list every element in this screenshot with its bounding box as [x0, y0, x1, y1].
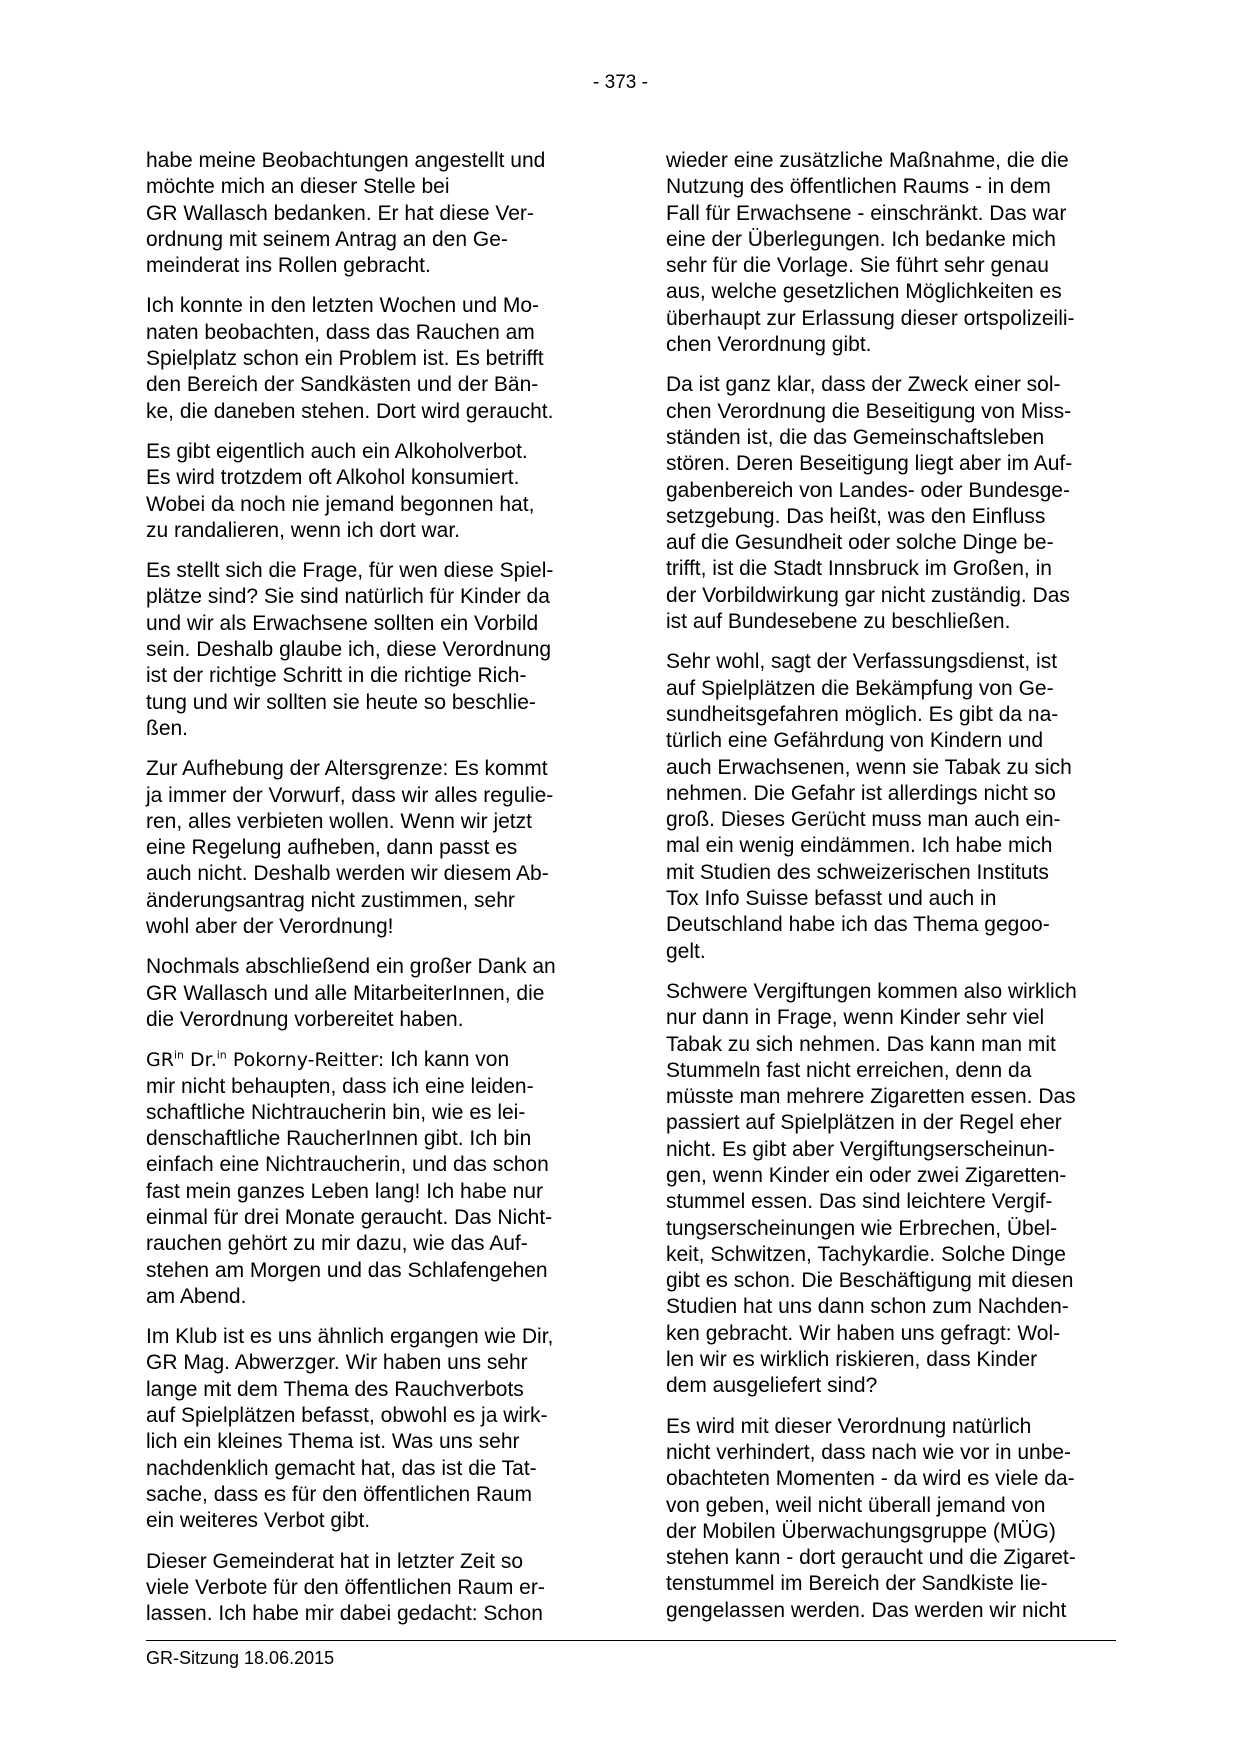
- footer-divider: [146, 1640, 1116, 1641]
- left-column: [146, 148, 596, 1641]
- paragraph: Es wird mit dieser Verordnung natürlich nicht verhindert, dass nach wie vor in unbe- obachteten Momenten - da wird es viele da- von geben, weil nicht überall jemand von der Mobilen Überwachungsgruppe (MÜG) stehen kann - dort geraucht und die Zigaret- tenstummel im Bereich der Sandkiste lie- gengelassen werden. Das werden wir nicht: [666, 1414, 1076, 1622]
- paragraph: habe meine Beobachtungen angestellt und möchte mich an dieser Stelle bei GR Wallasch bedanken. Er hat diese Ver- ordnung mit seinem Antrag an den Ge- meinderat ins Rollen gebracht.: [146, 149, 546, 278]
- paragraph: Nochmals abschließend ein großer Dank an GR Wallasch und alle MitarbeiterInnen, die die Verordnung vorbereitet haben.: [146, 955, 556, 1031]
- speaker-title: Dr.: [183, 1049, 217, 1072]
- page-number: - 373 -: [593, 72, 648, 93]
- paragraph: Zur Aufhebung der Altersgrenze: Es kommt ja immer der Vorwurf, dass wir alles regulie- ren, alles verbieten wollen. Wenn wir jetzt eine Regelung aufheben, dann passt es auch nicht. Deshalb werden wir diesem Ab- änderungsantrag nicht zustimmen, sehr wohl aber der Verordnung!: [146, 757, 554, 939]
- speaker-name: [146, 1049, 384, 1071]
- speaker-paragraph: [146, 1047, 596, 1310]
- paragraph: Da ist ganz klar, dass der Zweck einer sol- chen Verordnung die Beseitigung von Miss- ständen ist, die das Gemeinschaftsleben stören. Deren Beseitigung liegt aber im Auf- gabenbereich von Landes- oder Bundesge- setzgebung. Das heißt, was den Einfluss auf die Gesundheit oder solche Dinge be- trifft, ist die Stadt Innsbruck im Großen, in der Vorbildwirkung gar nicht zuständig. Das ist auf Bundesebene zu beschließen.: [666, 373, 1073, 634]
- paragraph: Es gibt eigentlich auch ein Alkoholverbot. Es wird trotzdem oft Alkohol konsumiert. Wobei da noch nie jemand begonnen hat, zu randalieren, wenn ich dort war.: [146, 439, 535, 542]
- paragraph: Dieser Gemeinderat hat in letzter Zeit so viele Verbote für den öffentlichen Raum er- lassen. Ich habe mir dabei gedacht: Schon: [146, 1549, 545, 1626]
- speaker-surname: Pokorny-Reitter:: [226, 1049, 385, 1072]
- speaker-prefix: GR: [146, 1049, 174, 1072]
- paragraph: Im Klub ist es uns ähnlich ergangen wie Dir, GR Mag. Abwerzger. Wir haben uns sehr lange mit dem Thema des Rauchverbots auf Spielplätzen befasst, obwohl es ja wirk- lich ein kleines Thema ist. Was uns sehr nachdenklich gemacht hat, das ist die Tat- sache, dass es für den öffentlichen Raum ein weiteres Verbot gibt.: [146, 1325, 554, 1533]
- footer-session-date: GR-Sitzung 18.06.2015: [146, 1648, 335, 1668]
- paragraph: wieder eine zusätzliche Maßnahme, die die Nutzung des öffentlichen Raums - in dem Fall für Erwachsene - einschränkt. Das war eine der Überlegungen. Ich bedanke mich sehr für die Vorlage. Sie führt sehr genau aus, welche gesetzlichen Möglichkeiten es überhaupt zur Erlassung dieser ortspolizeili- chen Verordnung gibt.: [666, 149, 1075, 357]
- speaker-prefix-sup: in: [173, 1048, 184, 1062]
- right-column: [666, 148, 1116, 1638]
- paragraph: Es stellt sich die Frage, für wen diese Spiel- plätze sind? Sie sind natürlich für Kinder da und wir als Erwachsene sollten ein Vorbild sein. Deshalb glaube ich, diese Verordnung ist der richtige Schritt in die richtige Rich- tung und wir sollten sie heute so beschlie- ßen.: [146, 559, 554, 740]
- paragraph: Sehr wohl, sagt der Verfassungsdienst, ist auf Spielplätzen die Bekämpfung von Ge- sundheitsgefahren möglich. Es gibt da na- türlich eine Gefährdung von Kindern und auch Erwachsenen, wenn sie Tabak zu sich nehmen. Die Gefahr ist allerdings nicht so groß. Dieses Gerücht muss man auch ein- mal ein wenig eindämmen. Ich habe mich mit Studien des schweizerischen Instituts Tox Info Suisse befasst und auch in Deutschland habe ich das Thema gegoo- gelt.: [666, 650, 1072, 963]
- paragraph: Schwere Vergiftungen kommen also wirklich nur dann in Frage, wenn Kinder sehr viel Tabak zu sich nehmen. Das kann man mit Stummeln fast nicht erreichen, denn da müsste man mehrere Zigaretten essen. Das passiert auf Spielplätzen in der Regel eher nicht. Es gibt aber Vergiftungserscheinun- gen, wenn Kinder ein oder zwei Zigaretten- stummel essen. Das sind leichtere Vergif- tungserscheinungen wie Erbrechen, Übel- keit, Schwitzen, Tachykardie. Solche Dinge gibt es schon. Die Beschäftigung mit diesen Studien hat uns dann schon zum Nachden- ken gebracht. Wir haben uns gefragt: Wol- len wir es wirklich riskieren, dass Kinder dem ausgeliefert sind?: [666, 979, 1077, 1398]
- paragraph: Ich konnte in den letzten Wochen und Mo- naten beobachten, dass das Rauchen am Spielplatz schon ein Problem ist. Es betrifft den Bereich der Sandkästen und der Bän- ke, die daneben stehen. Dort wird geraucht.: [146, 294, 554, 423]
- speaker-text: Ich kann von mir nicht behaupten, dass ich eine leiden- schaftliche Nichtraucherin bin, wie es lei- denschaftliche RaucherInnen gibt. Ich bin einfach eine Nichtraucherin, und das schon fast mein ganzes Leben lang! Ich habe nur einmal für drei Monate geraucht. Das Nicht- rauchen gehört zu mir dazu, wie das Auf- stehen am Morgen und das Schlafengehen am Abend.: [146, 1048, 553, 1308]
- speaker-title-sup: in: [216, 1048, 227, 1062]
